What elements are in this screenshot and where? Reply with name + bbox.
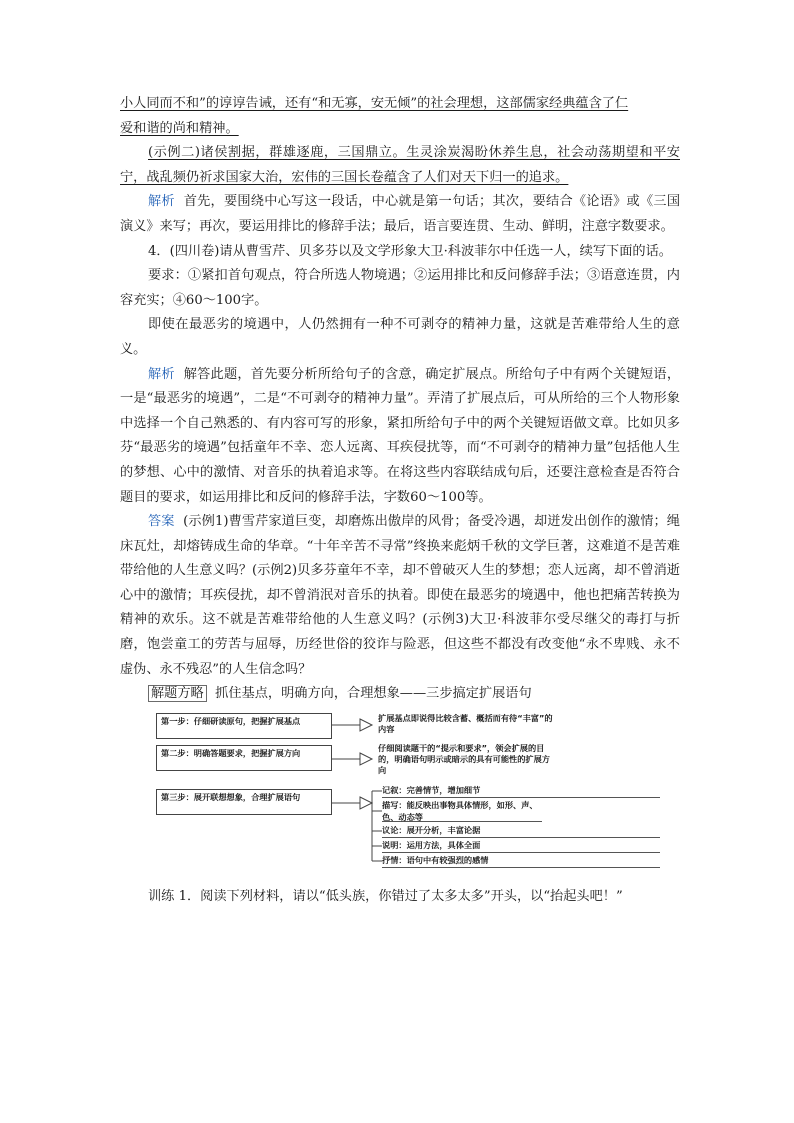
page-content bbox=[120, 92, 680, 909]
answer: 答案 (示例1)曹雪芹家道巨变，却磨炼出傲岸的风骨；备受冷遇，却迸发出创作的激情；绳床瓦灶，却熔铸成生命的华章。“十年辛苦不寻常”终换来彪炳千秋的文学巨著，这难道不是苦难带给他的人生意义吗？(示例2)贝多芬童年不幸，却不曾破灭人生的梦想；恋人远离，却不曾消逝心中的激情；耳疾侵扰，却不曾消泯对音乐的执着。即使在最恶劣的境遇中，他也把痛苦转换为精神的欢乐。这不就是苦难带给他的人生意义吗？(示例3)大卫·科波菲尔受尽继父的毒打与折磨，饱尝童工的劳苦与屈辱，历经世俗的狡诈与险恶，但这些不都没有改变他“永不卑贱、永不虚伪、永不残忍”的人生信念吗？ bbox=[120, 514, 680, 677]
top-line-1: 小人同而不和”的谆谆告诫，还有“和无寡，安无倾”的社会理想，这部儒家经典蕴含了仁 bbox=[120, 96, 629, 111]
step-3-box: 第三步：展开联想想象，合理扩展语句 bbox=[156, 789, 332, 815]
step-2-note: 仔细阅读题干的“提示和要求”，领会扩展的目的，明确语句明示或暗示的具有可能性的扩展方向 bbox=[378, 742, 550, 775]
example-2: (示例二)诸侯割据，群雄逐鹿，三国鼎立。生灵涂炭渴盼休养生息，社会动荡期望和平安宁，战乱频仍祈求国家大治，宏伟的三国长卷蕴含了人们对天下归一的追求。 bbox=[120, 145, 680, 185]
question-4-sentence: 即使在最恶劣的境遇中，人仍然拥有一种不可剥夺的精神力量，这就是苦难带给人生的意义。 bbox=[120, 317, 680, 357]
question-4-requirements: 要求：①紧扣首句观点，符合所选人物境遇；②运用排比和反问修辞手法；③语意连贯，内容充实；④60～100字。 bbox=[120, 268, 680, 308]
top-line-2: 爱和谐的尚和精神。 bbox=[120, 120, 239, 136]
method-item: 描写：能反映出事物具体情形，如形、声、色、动态等 bbox=[382, 799, 542, 822]
strategy-tag: 解题方略 bbox=[148, 685, 207, 702]
analysis-1: 解析 首先，要围绕中心写这一段话，中心就是第一句话；其次，要结合《论语》或《三国演义》来写；再次，要运用排比的修辞手法；最后，语言要连贯、生动、鲜明，注意字数要求。 bbox=[120, 194, 681, 234]
method-item: 说明：运用方法，具体全面 bbox=[382, 839, 660, 853]
analysis-tag: 解析 bbox=[148, 194, 175, 210]
training-1: 训练 1．阅读下列材料，请以“低头族，你错过了太多太多”开头，以“抬起头吧！” bbox=[148, 888, 623, 904]
step-2-box: 第二步：明确答题要求，把握扩展方向 bbox=[156, 745, 332, 771]
method-item: 抒情：语句中有较强烈的感情 bbox=[382, 854, 660, 868]
method-item: 议论：展开分析，丰富论据 bbox=[382, 824, 660, 838]
method-item: 记叙：完善情节，增加细节 bbox=[382, 784, 660, 798]
answer-tag: 答案 bbox=[148, 514, 175, 530]
strategy: 解题方略 抓住基点，明确方向，合理想象——三步搞定扩展语句 bbox=[120, 682, 680, 707]
step-1-box: 第一步：仔细研读原句，把握扩展基点 bbox=[156, 713, 332, 739]
analysis-tag: 解析 bbox=[148, 366, 175, 382]
step-1-note: 扩展基点即说得比较含蓄、概括而有待“丰富”的内容 bbox=[378, 712, 553, 734]
question-4-stem: 4．(四川卷)请从曹雪芹、贝多芬以及文学形象大卫·科波菲尔中任选一人，续写下面的话。 bbox=[148, 243, 672, 259]
analysis-2: 解析 解答此题，首先要分析所给句子的含意，确定扩展点。所给句子中有两个关键短语，一是“最恶劣的境遇”，二是“不可剥夺的精神力量”。弄清了扩展点后，可从所给的三个人物形象中选择一个自己熟悉的、有内容可写的形象，紧扣所给句子中的两个关键短语做文章。比如贝多芬“最恶劣的境遇”包括童年不幸、恋人远离、耳疾侵扰等，而“不可剥夺的精神力量”包括他人生的梦想、心中的激情、对音乐的执着追求等。在将这些内容联结成句后，还要注意检查是否符合题目的要求，如运用排比和反问的修辞手法，字数60～100等。 bbox=[120, 366, 681, 505]
strategy-diagram bbox=[120, 711, 680, 883]
